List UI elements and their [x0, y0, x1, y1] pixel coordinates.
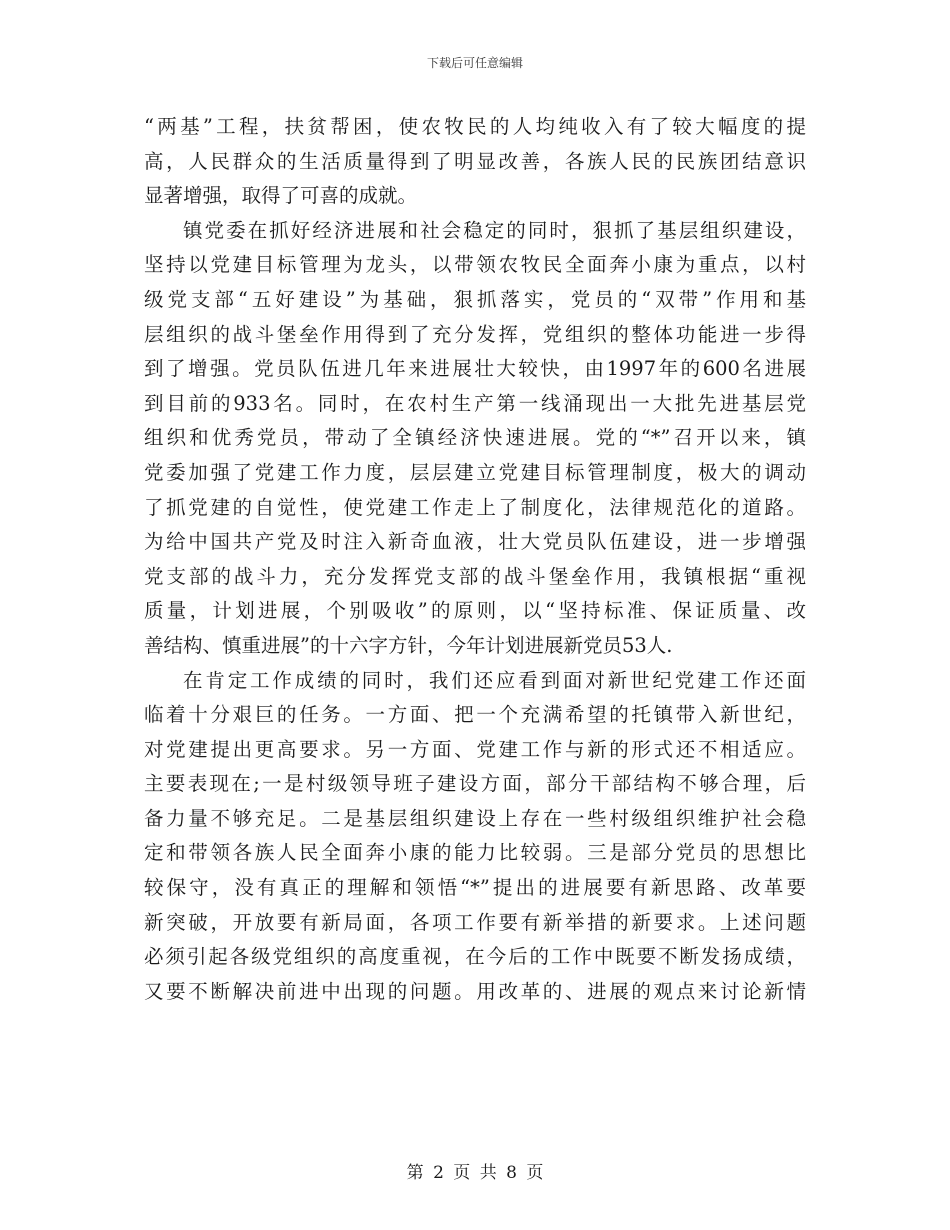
text-line: 镇党委在抓好经济进展和社会稳定的同时，狠抓了基层组织建设，	[183, 218, 806, 242]
text-line: 了抓党建的自觉性，使党建工作走上了制度化，法律规范化的道路。	[144, 495, 806, 519]
paragraph-2	[144, 214, 806, 664]
page-header: 下载后可任意编辑	[426, 56, 523, 70]
text-line: 到目前的933名。同时，在农村生产第一线涌现出一大批先进基层党	[144, 391, 806, 415]
text-line: 主要表现在;一是村级领导班子建设方面，部分干部结构不够合理，后	[144, 772, 806, 796]
text-line: 高，人民群众的生活质量得到了明显改善，各族人民的民族团结意识	[144, 149, 806, 173]
text-line: 到了增强。党员队伍进几年来进展壮大较快，由1997年的600名进展	[144, 357, 806, 381]
text-line: 级党支部“五好建设”为基础，狠抓落实，党员的“双带”作用和基	[144, 287, 806, 311]
text-line: 定和带领各族人民全面奔小康的能力比较弱。三是部分党员的思想比	[144, 841, 806, 865]
text-line: 坚持以党建目标管理为龙头，以带领农牧民全面奔小康为重点，以村	[144, 253, 806, 277]
text-line: 党支部的战斗力，充分发挥党支部的战斗堡垒作用，我镇根据“重视	[144, 564, 806, 588]
text-line: 为给中国共产党及时注入新奇血液，壮大党员队伍建设，进一步增强	[144, 530, 806, 554]
text-line: 备力量不够充足。二是基层组织建设上存在一些村级组织维护社会稳	[144, 806, 806, 830]
text-line: 显著增强，取得了可喜的成就。	[144, 184, 418, 208]
paragraph-1	[144, 110, 806, 214]
page-number-footer: 第 2 页 共 8 页	[406, 1163, 544, 1183]
text-line: 善结构、慎重进展”的十六字方针，今年计划进展新党员53人.	[144, 633, 673, 657]
text-line: 新突破，开放要有新局面，各项工作要有新举措的新要求。上述问题	[144, 910, 806, 934]
text-line: “两基”工程，扶贫帮困，使农牧民的人均纯收入有了较大幅度的提	[144, 115, 806, 138]
text-line: 在肯定工作成绩的同时，我们还应看到面对新世纪党建工作还面	[183, 668, 806, 692]
text-line: 对党建提出更高要求。另一方面、党建工作与新的形式还不相适应。	[144, 737, 806, 761]
paragraph-3	[144, 664, 806, 1010]
document-body	[144, 110, 806, 1009]
text-line: 必须引起各级党组织的高度重视，在今后的工作中既要不断发扬成绩，	[144, 945, 806, 969]
text-line: 组织和优秀党员，带动了全镇经济快速进展。党的“*”召开以来，镇	[144, 426, 806, 450]
text-line: 质量，计划进展，个别吸收”的原则，以“坚持标准、保证质量、改	[144, 599, 806, 623]
text-line: 层组织的战斗堡垒作用得到了充分发挥，党组织的整体功能进一步得	[144, 322, 806, 346]
text-line: 党委加强了党建工作力度，层层建立党建目标管理制度，极大的调动	[144, 460, 806, 484]
text-line: 临着十分艰巨的任务。一方面、把一个充满希望的托镇带入新世纪，	[144, 703, 806, 727]
text-line: 较保守，没有真正的理解和领悟“*”提出的进展要有新思路、改革要	[144, 876, 806, 900]
text-line: 又要不断解决前进中出现的问题。用改革的、进展的观点来讨论新情	[144, 979, 806, 1003]
